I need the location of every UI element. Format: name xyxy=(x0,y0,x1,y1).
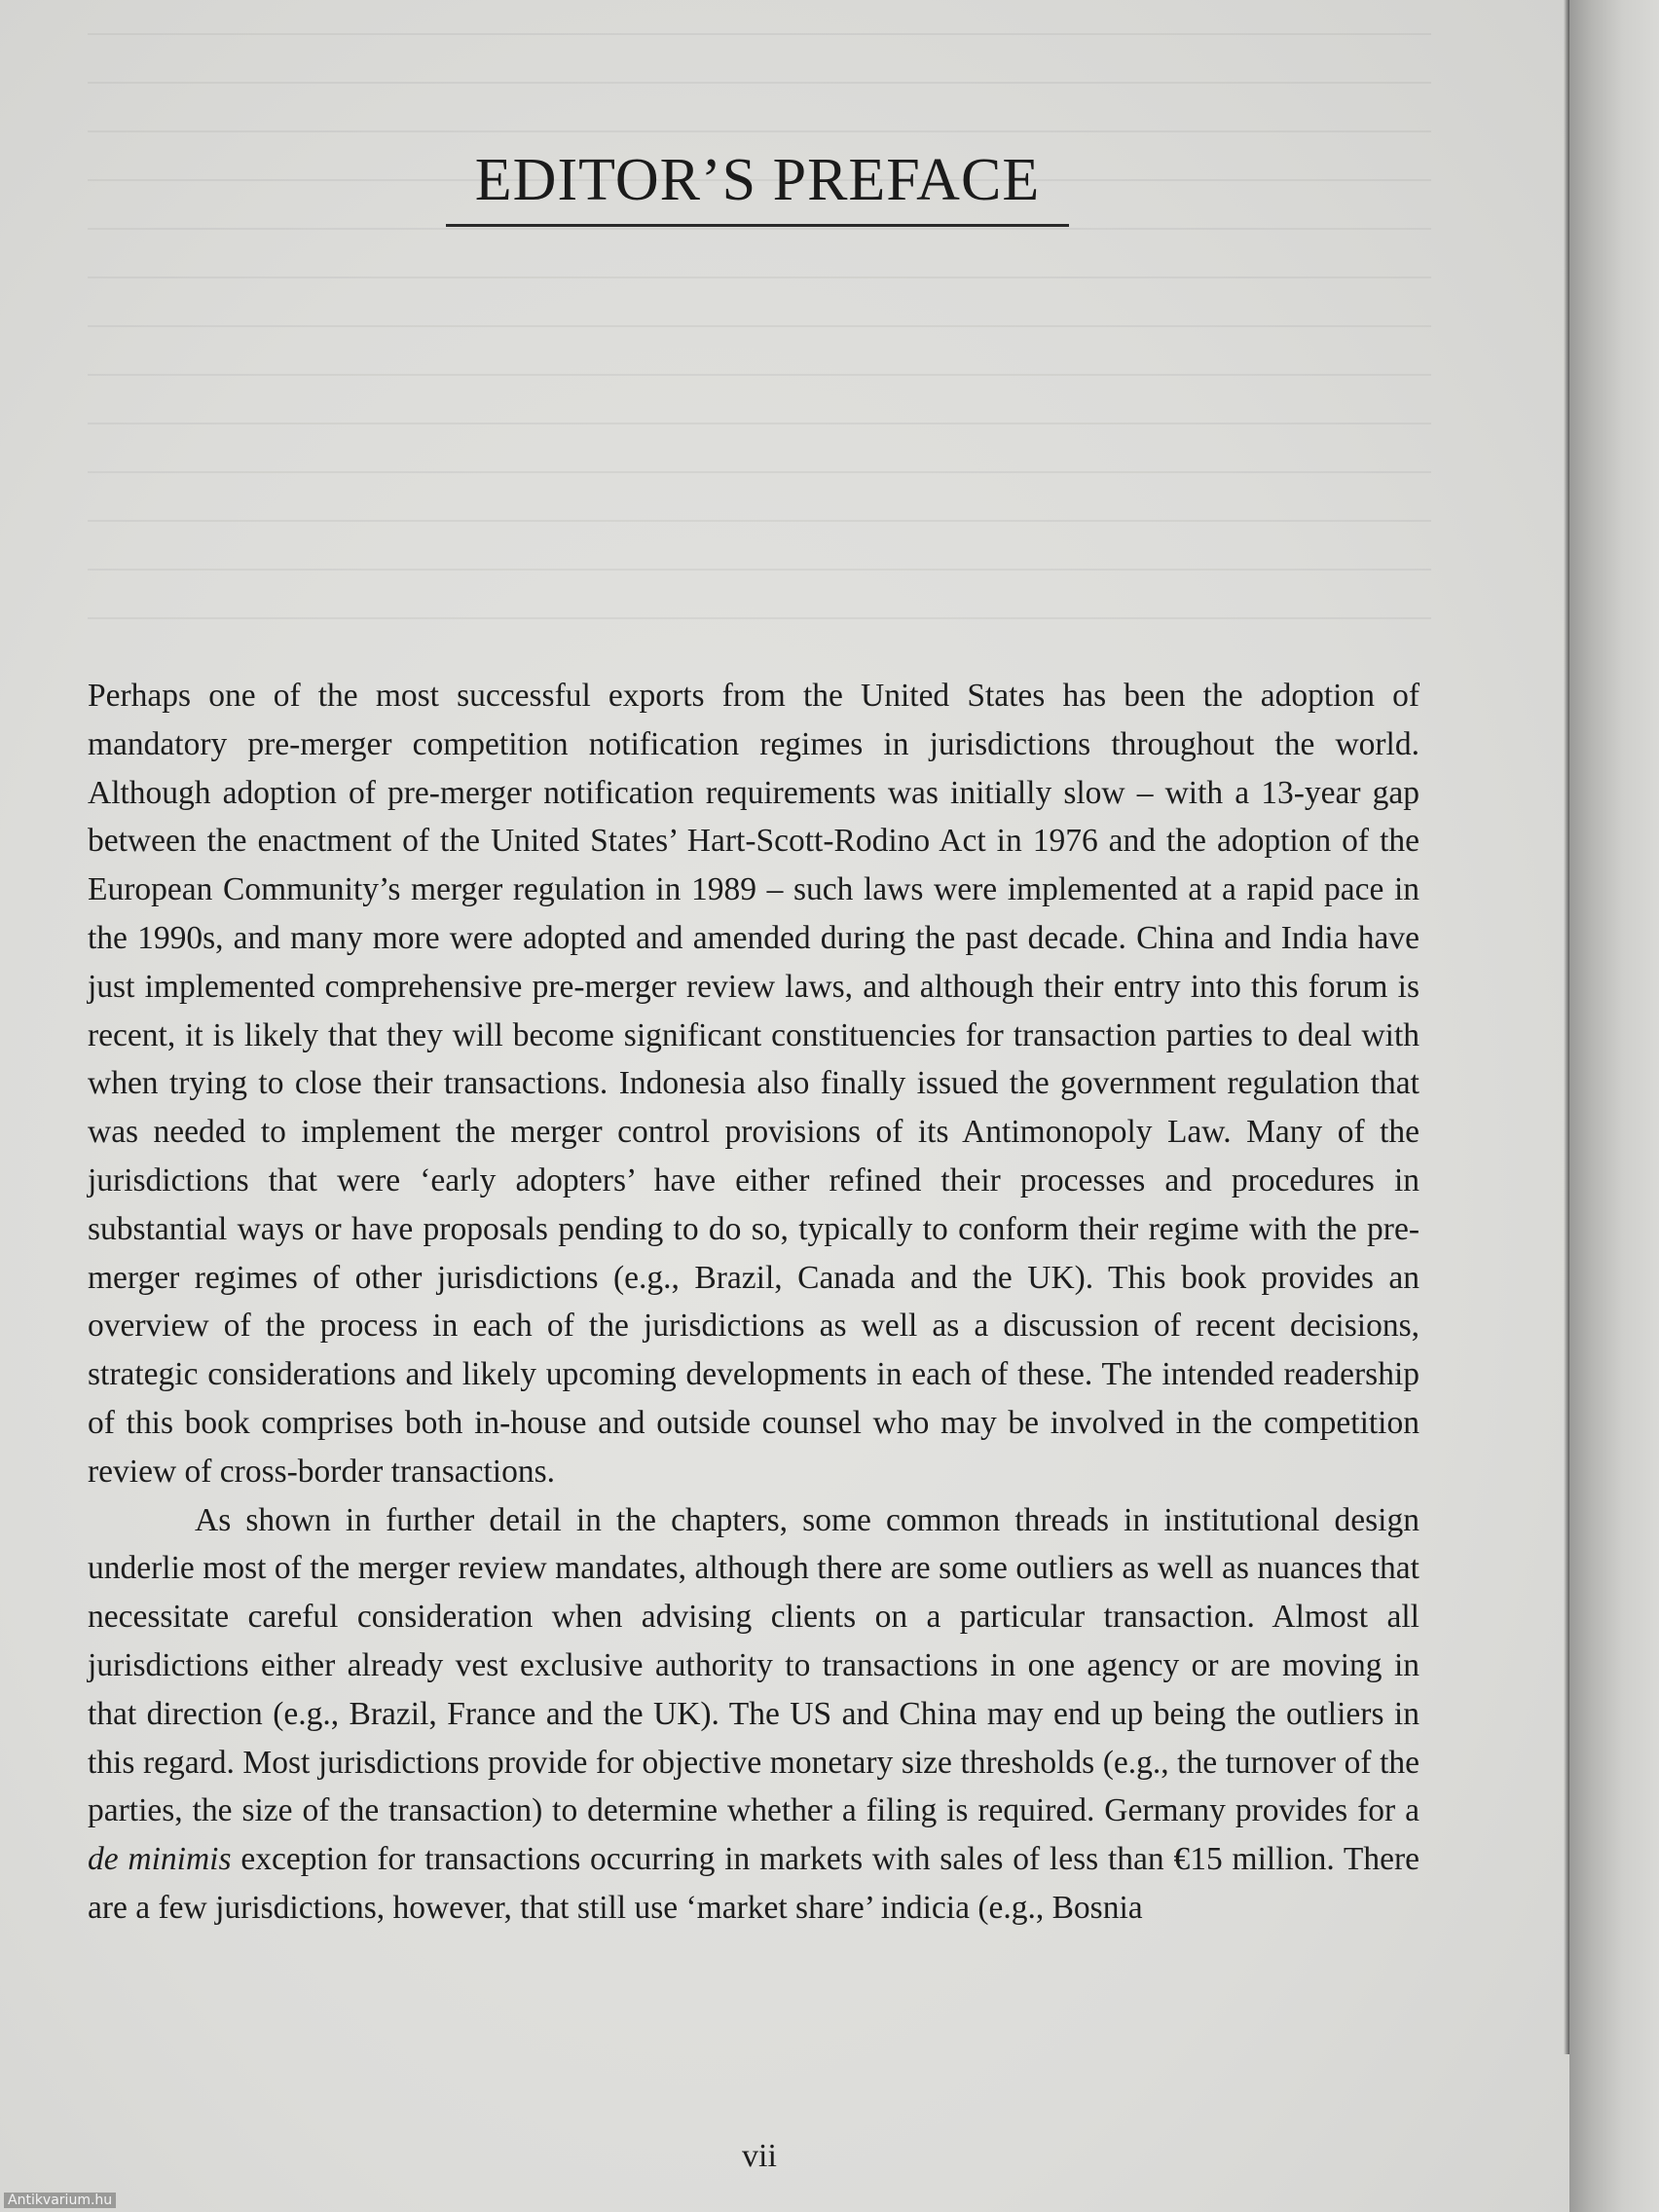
page-number: vii xyxy=(742,2138,777,2174)
paragraph-2-end: exception for transactions occurring in markets with sales of less than €15 million. There are a few jurisdictions, however, that still use ‘market share’ indicia (e.g., Bosnia xyxy=(88,1841,1419,1926)
page-title: EDITOR’S PREFACE xyxy=(446,136,1069,227)
paragraph-2-italic: de minimis xyxy=(88,1841,232,1878)
paragraph-1: Perhaps one of the most successful exports from the United States has been the adoption of mandatory pre-merger competition notification regimes in jurisdictions throughout the world. Although adoption of pre-merger notification requirements was initially slow – with a 13-year gap between the enactment of the United States’ Hart-Scott-Rodino Act in 1976 and the adoption of the European Community’s merger regulation in 1989 – such laws were implemented at a rapid pace in the 1990s, and many more were adopted and amended during the past decade. China and India have just implemented comprehensive pre-merger review laws, and although their entry into this forum is recent, it is likely that they will become significant constituencies for transaction parties to deal with when trying to close their transactions. Indonesia also finally issued the government regulation that was needed to implement the merger control provisions of its Antimonopoly Law. Many of the jurisdictions that were ‘early adopters’ have either refined their processes and procedures in substantial ways or have proposals pending to do so, typically to conform their regime with the pre-merger regimes of other jurisdictions (e.g., Brazil, Canada and the UK). This book provides an overview of the process in each of the jurisdictions as well as a discussion of recent decisions, strategic considerations and likely upcoming developments in each of these. The intended readership of this book comprises both in-house and outside counsel who may be involved in the competition review of cross-border transactions. xyxy=(88,678,1419,1490)
book-binding xyxy=(1569,0,1659,2212)
watermark: Antikvarium.hu xyxy=(4,2193,116,2208)
show-through-text xyxy=(88,0,1451,682)
paragraph-2-start: As shown in further detail in the chapters, some common threads in institutional design underlie most of the merger review mandates, although there are some outliers as well as nuances that necessitate careful consideration when advising clients on a particular transaction. Almost all jurisdictions either already vest exclusive authority to transactions in one agency or are moving in that direction (e.g., Brazil, France and the UK). The US and China may end up being the outliers in this regard. Most jurisdictions provide for objective monetary size thresholds (e.g., the turnover of the parties, the size of the transaction) to determine whether a filing is required. Germany provides for a xyxy=(88,1501,1419,1829)
paragraph-2 xyxy=(88,1496,1419,1933)
body-text xyxy=(88,672,1419,1933)
